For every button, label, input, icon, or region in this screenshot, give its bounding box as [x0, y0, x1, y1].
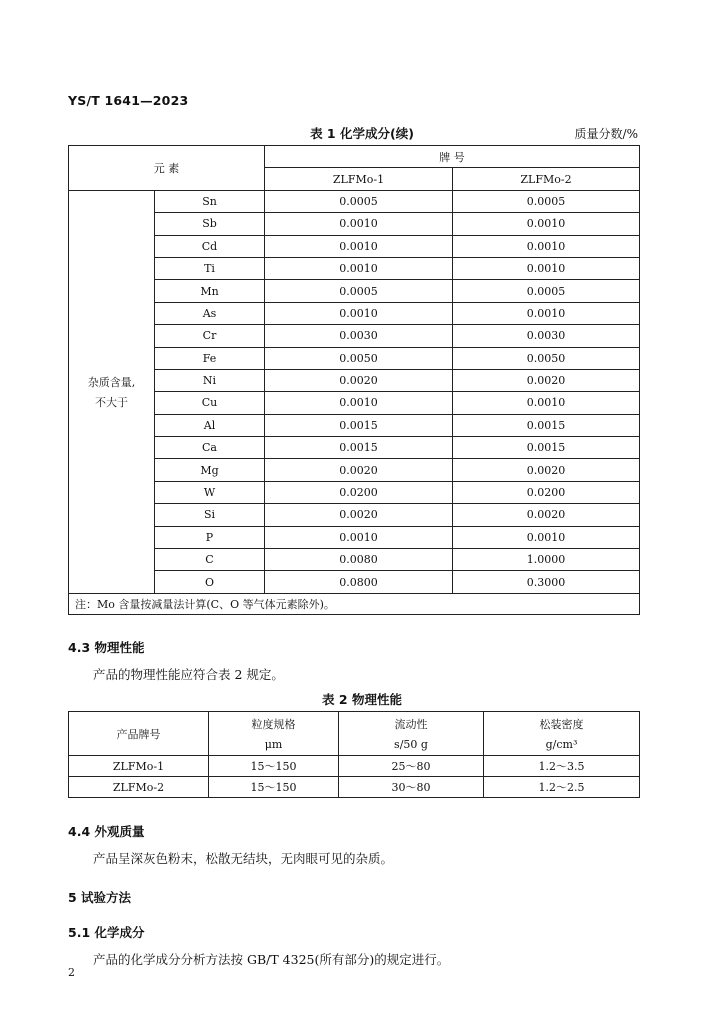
- grade-header: 产品牌号: [69, 712, 209, 756]
- element-symbol: Sn: [155, 190, 265, 212]
- table-row: [69, 280, 640, 302]
- property-value: 30～80: [339, 777, 484, 798]
- content-value: 0.0015: [453, 437, 640, 459]
- property-value: 15～150: [209, 756, 339, 777]
- content-value: 0.0020: [453, 369, 640, 391]
- content-value: 0.0200: [265, 481, 453, 503]
- product-grade: ZLFMo-2: [69, 777, 209, 798]
- content-value: 0.0010: [265, 213, 453, 235]
- element-symbol: As: [155, 302, 265, 324]
- particle-size-label: 粒度规格: [251, 718, 296, 731]
- table-row: [69, 325, 640, 347]
- table-row: [69, 459, 640, 481]
- element-symbol: Ti: [155, 257, 265, 279]
- content-value: 0.0020: [453, 459, 640, 481]
- element-symbol: P: [155, 526, 265, 548]
- content-value: 0.0010: [265, 392, 453, 414]
- content-value: 0.0200: [453, 481, 640, 503]
- section-5-heading: 5 试验方法: [68, 890, 132, 905]
- content-value: 0.0050: [453, 347, 640, 369]
- flowability-unit: s/50 g: [394, 738, 428, 751]
- table-row: [69, 414, 640, 436]
- particle-size-unit: μm: [264, 738, 283, 751]
- content-value: 0.0030: [453, 325, 640, 347]
- element-symbol: Al: [155, 414, 265, 436]
- table-row: [69, 777, 640, 798]
- grade-header: 牌 号: [265, 146, 640, 168]
- standard-code: YS/T 1641—2023: [68, 93, 189, 108]
- table-row: [69, 392, 640, 414]
- content-value: 0.0010: [265, 257, 453, 279]
- content-value: 0.0010: [453, 392, 640, 414]
- table-row: [69, 213, 640, 235]
- element-symbol: W: [155, 481, 265, 503]
- content-value: 0.0005: [453, 280, 640, 302]
- table2-caption: 表 2 物理性能: [322, 692, 402, 707]
- impurity-label-line2: 不大于: [95, 395, 128, 409]
- table1-unit: 质量分数/%: [574, 127, 638, 141]
- table-row: [69, 437, 640, 459]
- table-row: [69, 190, 640, 212]
- grade-name: ZLFMo-1: [265, 168, 453, 190]
- content-value: 0.0010: [453, 235, 640, 257]
- content-value: 0.0005: [265, 280, 453, 302]
- apparent-density-unit: g/cm³: [545, 738, 578, 751]
- table-row: [69, 302, 640, 324]
- table1-caption: 表 1 化学成分(续): [310, 126, 414, 141]
- element-symbol: Ni: [155, 369, 265, 391]
- physical-properties-table: [68, 711, 640, 798]
- element-symbol: Cd: [155, 235, 265, 257]
- element-symbol: C: [155, 549, 265, 571]
- content-value: 0.0020: [453, 504, 640, 526]
- table-row: [69, 504, 640, 526]
- content-value: 0.0800: [265, 571, 453, 593]
- content-value: 0.0010: [265, 235, 453, 257]
- table-row: [69, 369, 640, 391]
- table-row: [69, 235, 640, 257]
- content-value: 0.0010: [453, 213, 640, 235]
- element-symbol: Fe: [155, 347, 265, 369]
- element-symbol: Ca: [155, 437, 265, 459]
- section-5-1-text: 产品的化学成分分析方法按 GB/T 4325(所有部分)的规定进行。: [93, 952, 450, 967]
- content-value: 0.3000: [453, 571, 640, 593]
- section-4-3-text: 产品的物理性能应符合表 2 规定。: [93, 667, 284, 682]
- property-value: 1.2～2.5: [484, 777, 640, 798]
- element-symbol: Mn: [155, 280, 265, 302]
- table-row: [69, 347, 640, 369]
- section-4-4-text: 产品呈深灰色粉末，松散无结块，无肉眼可见的杂质。: [93, 851, 394, 866]
- content-value: 0.0010: [453, 257, 640, 279]
- content-value: 0.0020: [265, 369, 453, 391]
- property-value: 1.2～3.5: [484, 756, 640, 777]
- element-symbol: Cr: [155, 325, 265, 347]
- chemical-composition-table: [68, 145, 640, 615]
- section-5-1-heading: 5.1 化学成分: [68, 925, 145, 940]
- particle-size-header: [209, 712, 339, 756]
- content-value: 0.0015: [265, 437, 453, 459]
- table-row: [69, 549, 640, 571]
- table-row: [69, 257, 640, 279]
- flowability-header: [339, 712, 484, 756]
- product-grade: ZLFMo-1: [69, 756, 209, 777]
- section-4-4-heading: 4.4 外观质量: [68, 824, 145, 839]
- impurity-group-label: [69, 190, 155, 593]
- content-value: 0.0010: [265, 526, 453, 548]
- content-value: 0.0080: [265, 549, 453, 571]
- element-symbol: Si: [155, 504, 265, 526]
- content-value: 0.0005: [453, 190, 640, 212]
- property-value: 25～80: [339, 756, 484, 777]
- element-symbol: Sb: [155, 213, 265, 235]
- apparent-density-label: 松装密度: [539, 718, 584, 731]
- content-value: 0.0005: [265, 190, 453, 212]
- table-row: [69, 481, 640, 503]
- element-symbol: Cu: [155, 392, 265, 414]
- content-value: 0.0010: [453, 526, 640, 548]
- grade-name: ZLFMo-2: [453, 168, 640, 190]
- content-value: 0.0010: [453, 302, 640, 324]
- content-value: 0.0010: [265, 302, 453, 324]
- section-4-3-heading: 4.3 物理性能: [68, 640, 145, 655]
- content-value: 0.0015: [453, 414, 640, 436]
- content-value: 1.0000: [453, 549, 640, 571]
- apparent-density-header: [484, 712, 640, 756]
- table1-note: 注：Mo 含量按减量法计算(C、O 等气体元素除外)。: [69, 593, 640, 614]
- element-symbol: O: [155, 571, 265, 593]
- impurity-label-line1: 杂质含量,: [87, 375, 136, 389]
- content-value: 0.0020: [265, 459, 453, 481]
- content-value: 0.0030: [265, 325, 453, 347]
- table-row: [69, 526, 640, 548]
- content-value: 0.0015: [265, 414, 453, 436]
- flowability-label: 流动性: [394, 718, 428, 731]
- content-value: 0.0050: [265, 347, 453, 369]
- element-header: 元 素: [69, 146, 265, 191]
- table-row: [69, 756, 640, 777]
- element-symbol: Mg: [155, 459, 265, 481]
- content-value: 0.0020: [265, 504, 453, 526]
- page-number: 2: [68, 966, 75, 979]
- property-value: 15～150: [209, 777, 339, 798]
- table-row: [69, 571, 640, 593]
